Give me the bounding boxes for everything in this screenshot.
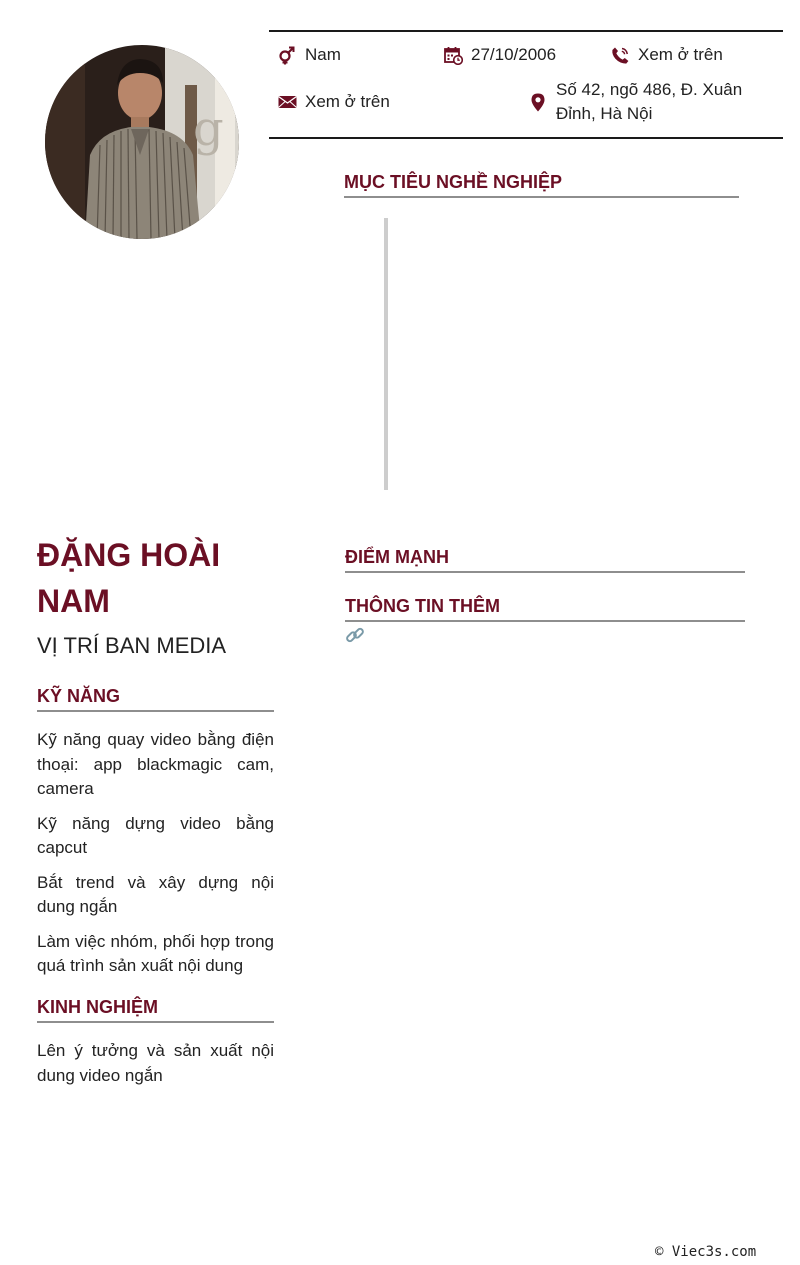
candidate-name: ĐẶNG HOÀI NAM	[37, 537, 221, 619]
profile-photo-image	[45, 45, 239, 239]
email-icon	[277, 90, 297, 114]
calendar-icon	[443, 43, 463, 67]
additional-info-heading: THÔNG TIN THÊM	[345, 595, 745, 622]
candidate-position: VỊ TRÍ BAN MEDIA	[37, 633, 227, 658]
contact-birthday	[443, 43, 556, 67]
skills-list	[37, 728, 274, 989]
profile-photo	[45, 45, 239, 239]
skill-item: Kỹ năng dựng video bằng capcut	[37, 813, 274, 857]
gender-value: Nam	[305, 45, 341, 64]
experience-list	[37, 1039, 274, 1098]
email-value: Xem ở trên	[305, 92, 390, 111]
footer-copyright: © Viec3s.com	[655, 1244, 757, 1260]
phone-value: Xem ở trên	[638, 45, 723, 64]
objective-heading: MỤC TIÊU NGHỀ NGHIỆP	[344, 171, 739, 198]
contact-email	[277, 90, 390, 114]
contact-gender	[277, 43, 341, 67]
address-value: Số 42, ngõ 486, Đ. Xuân Đỉnh, Hà Nội	[556, 80, 743, 123]
gender-icon	[277, 43, 297, 67]
contact-phone	[610, 43, 723, 67]
skill-item: Kỹ năng quay video bằng điện thoại: app blackmagic cam, camera	[37, 730, 274, 798]
skill-item: Bắt trend và xây dựng nội dung ngắn	[37, 872, 274, 916]
phone-icon	[610, 43, 630, 67]
skill-item: Làm việc nhóm, phối hợp trong quá trình sản xuất nội dung	[37, 931, 274, 975]
location-icon	[528, 90, 548, 114]
link-icon[interactable]	[345, 625, 365, 645]
objective-content-bar	[384, 218, 388, 490]
skills-heading: KỸ NĂNG	[37, 685, 274, 712]
birthday-value: 27/10/2006	[471, 45, 557, 64]
svg-text:g: g	[193, 101, 224, 157]
strengths-heading: ĐIỂM MẠNH	[345, 546, 745, 573]
experience-item: Lên ý tưởng và sản xuất nội dung video ngắn	[37, 1041, 274, 1085]
contact-info	[269, 30, 783, 139]
contact-address	[528, 78, 773, 126]
experience-heading: KINH NGHIỆM	[37, 996, 274, 1023]
